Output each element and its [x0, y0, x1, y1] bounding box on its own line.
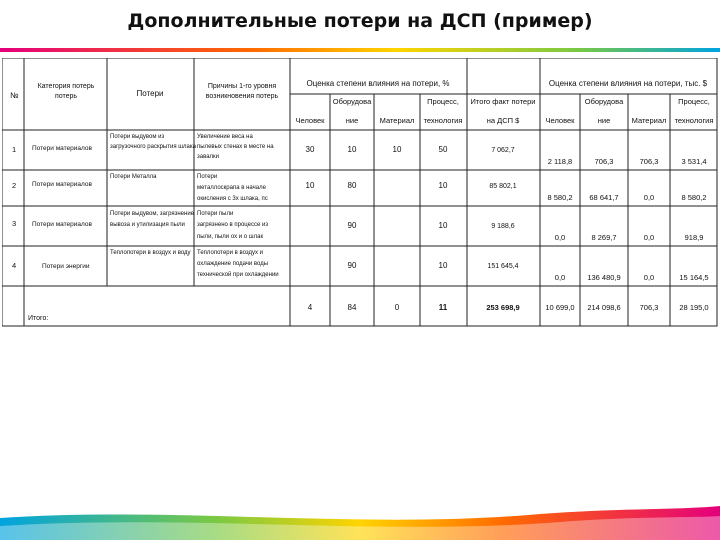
header-fact-line1: Итого факт потери: [470, 97, 536, 106]
subheader-usd-equip-line1: Оборудова: [584, 97, 624, 106]
row-pct-equip: 90: [347, 221, 357, 230]
row-usd-equip: 136 480,9: [587, 273, 621, 282]
total-fact: 253 698,9: [486, 303, 520, 312]
header-losses: Потери: [136, 89, 164, 98]
row-pct-human: 10: [305, 181, 315, 190]
subheader-usd-material: Материал: [631, 116, 667, 125]
row-loss-line: Потери выдувом из: [110, 134, 165, 140]
row-fact: 7 062,7: [491, 147, 515, 154]
row-category: Потери материалов: [32, 221, 92, 228]
row-reason-line: Потери: [197, 174, 218, 180]
row-reason-line: завалки: [197, 154, 220, 160]
header-category-line1: Категория потерь: [37, 83, 95, 90]
total-usd-material: 706,3: [639, 303, 659, 312]
row-usd-human: 0,0: [554, 233, 566, 242]
total-label: Итого:: [28, 315, 49, 322]
row-usd-process: 918,9: [684, 233, 704, 242]
row-num: 4: [12, 261, 17, 270]
total-pct-material: 0: [394, 303, 400, 312]
row-num: 1: [12, 145, 17, 154]
row-pct-human: 30: [305, 145, 315, 154]
subheader-usd-process-line2: технология: [674, 116, 714, 125]
row-usd-equip: 68 641,7: [589, 193, 619, 202]
row-usd-process: 15 164,5: [679, 273, 709, 282]
row-fact: 151 645,4: [487, 263, 519, 270]
row-reason-line: Увеличение веса на: [197, 134, 253, 140]
row-fact: 85 802,1: [489, 183, 517, 190]
row-pct-process: 10: [438, 221, 448, 230]
row-pct-process: 10: [438, 261, 448, 270]
header-fact-line2: на ДСП $: [486, 116, 520, 125]
total-pct-equip: 84: [347, 303, 357, 312]
header-reasons-line1: Причины 1-го уровня: [207, 83, 277, 90]
row-category: Потери материалов: [32, 145, 92, 152]
row-fact: 9 188,6: [491, 223, 515, 230]
header-reasons-line2: возникновения потерь: [205, 93, 279, 100]
row-reason-line: окисления с 3х шлака, пс: [197, 196, 268, 202]
row-usd-material: 706,3: [639, 157, 659, 166]
losses-table: [2, 58, 718, 328]
header-category-line2: потерь: [54, 93, 78, 100]
row-loss-line: загрузочного раскрытия шлака: [110, 144, 196, 150]
header-impact-pct: Оценка степени влияния на потери, %: [306, 79, 450, 88]
subheader-usd-equip-line2: ние: [597, 116, 611, 125]
row-pct-process: 10: [438, 181, 448, 190]
row-category: Потери энергии: [42, 263, 90, 270]
row-pct-material: 10: [392, 145, 402, 154]
row-reason-line: Теплопотери в воздух и: [197, 250, 264, 256]
row-pct-equip: 10: [347, 145, 357, 154]
row-reason-line: технической при охлаждении: [197, 272, 279, 278]
subheader-pct-process-line1: Процесс,: [427, 97, 459, 106]
row-loss-line: Потери Металла: [110, 174, 157, 180]
row-num: 2: [12, 181, 17, 190]
row-category: Потери материалов: [32, 181, 92, 188]
row-pct-equip: 80: [347, 181, 357, 190]
losses-table-grid: [2, 58, 718, 328]
subheader-pct-human: Человек: [295, 116, 325, 125]
row-usd-material: 0,0: [643, 233, 655, 242]
total-pct-human: 4: [307, 303, 313, 312]
total-usd-process: 28 195,0: [679, 303, 709, 312]
row-usd-process: 8 580,2: [681, 193, 707, 202]
row-usd-material: 0,0: [643, 193, 655, 202]
header-num: №: [10, 91, 19, 100]
subheader-pct-process-line2: технология: [423, 116, 463, 125]
total-usd-equip: 214 098,6: [587, 303, 621, 312]
subheader-usd-human: Человек: [545, 116, 575, 125]
row-reason-line: охлаждение подачи воды: [197, 261, 269, 267]
decorative-wave-band: [0, 500, 720, 540]
row-usd-material: 0,0: [643, 273, 655, 282]
row-usd-equip: 706,3: [594, 157, 614, 166]
row-loss-line: вывоза и утилизация пыли: [110, 222, 185, 228]
row-usd-human: 2 118,8: [547, 157, 573, 166]
row-loss-line: Потери выдувом, загрязнение: [110, 211, 195, 217]
row-usd-human: 0,0: [554, 273, 566, 282]
subheader-pct-equip-line2: ние: [345, 116, 359, 125]
row-usd-human: 8 580,2: [547, 193, 573, 202]
gradient-divider: [0, 48, 720, 52]
row-usd-process: 3 531,4: [681, 157, 707, 166]
row-pct-equip: 90: [347, 261, 357, 270]
row-loss-line: Теплопотери в воздух и воду: [110, 250, 191, 256]
total-usd-human: 10 699,0: [545, 303, 575, 312]
row-usd-equip: 8 269,7: [591, 233, 617, 242]
row-reason-line: металлоскрапа в начале: [197, 185, 266, 191]
row-reason-line: загрязнено в процессе из: [197, 222, 269, 228]
total-pct-process: 11: [438, 303, 448, 312]
row-pct-process: 50: [438, 145, 448, 154]
row-reason-line: Потери пыли: [197, 211, 234, 217]
row-reason-line: пыли, пыли ох и о шлак: [197, 234, 264, 240]
subheader-usd-process-line1: Процесс,: [678, 97, 710, 106]
row-num: 3: [12, 219, 17, 228]
row-reason-line: пылевых стенах в месте на: [197, 144, 274, 150]
header-impact-usd: Оценка степени влияния на потери, тыс. $: [548, 79, 708, 88]
page-title: Дополнительные потери на ДСП (пример): [127, 10, 593, 32]
subheader-pct-equip-line1: Оборудова: [332, 97, 372, 106]
subheader-pct-material: Материал: [379, 116, 415, 125]
